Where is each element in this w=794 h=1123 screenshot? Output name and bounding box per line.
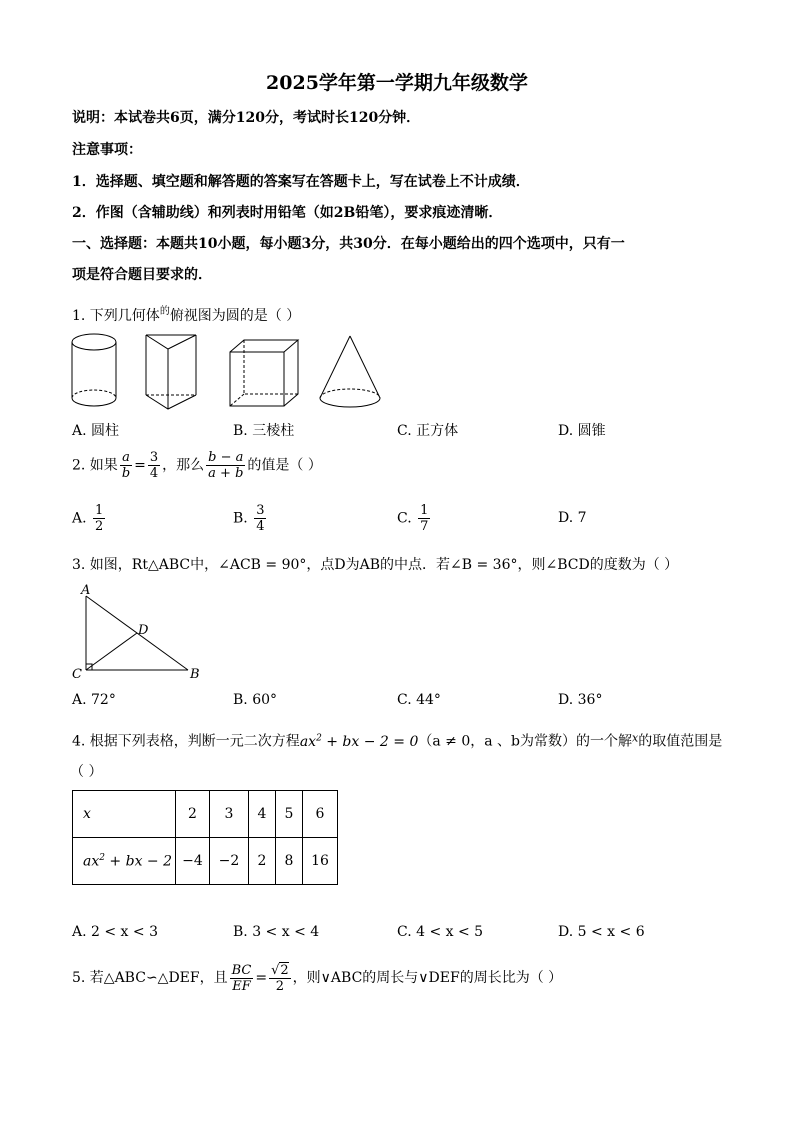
triangle-figure bbox=[70, 582, 210, 682]
q1-stem-small: 的 bbox=[159, 306, 170, 317]
question-5-stem bbox=[72, 960, 562, 996]
q1-stem-part: 1. 下列几何体 bbox=[72, 308, 160, 324]
table-cell: x bbox=[73, 791, 176, 838]
q3-option-b[interactable]: B. 60° bbox=[233, 692, 278, 708]
q5-fraction-bc-ef: $\frac{BC}{EF}$ bbox=[231, 962, 252, 994]
label-c: C bbox=[72, 667, 82, 682]
q5-stem-part: ，则∨ABC的周长与∨DEF的周长比为（ ） bbox=[292, 970, 563, 986]
table-cell: 6 bbox=[303, 791, 338, 838]
table-cell: 16 bbox=[303, 838, 338, 885]
table-row bbox=[73, 838, 338, 885]
table-cell: 3 bbox=[210, 791, 249, 838]
q5-fraction-sqrt: $\frac{√2}{2}$ bbox=[271, 963, 289, 994]
triangular-prism-figure bbox=[144, 333, 200, 411]
attention-heading: 注意事项： bbox=[72, 142, 142, 158]
q5-equals: = bbox=[255, 970, 268, 986]
cube-figure bbox=[228, 338, 300, 410]
q2-equals: = bbox=[134, 457, 146, 474]
q4-answer-paren: （ ） bbox=[70, 764, 103, 780]
question-2-stem bbox=[72, 450, 322, 481]
q4-stem-part: （a ≠ 0，a 、b为常数）的一个解 bbox=[418, 733, 633, 750]
question-4-stem bbox=[72, 728, 722, 752]
q4-stem-part: 的取值范围是 bbox=[638, 733, 723, 750]
q3-option-c[interactable]: C. 44° bbox=[397, 692, 441, 708]
label-d: D bbox=[138, 623, 149, 638]
q4-option-a[interactable]: A. 2 < x < 3 bbox=[72, 924, 158, 940]
attention-item-2: 2．作图（含辅助线）和列表时用铅笔（如2B铅笔），要求痕迹清晰． bbox=[72, 205, 503, 221]
q1-option-b[interactable]: B. 三棱柱 bbox=[233, 423, 295, 439]
q2-option-c[interactable]: C. $\frac{1}{7}$ bbox=[397, 503, 429, 534]
q4-option-d[interactable]: D. 5 < x < 6 bbox=[558, 924, 645, 940]
label-a: A bbox=[81, 583, 91, 598]
q2-option-a[interactable]: A. $\frac{1}{2}$ bbox=[72, 503, 104, 534]
table-cell: −2 bbox=[210, 838, 249, 885]
table-cell: 2 bbox=[176, 791, 210, 838]
q4-stem-part: 4. 根据下列表格，判断一元二次方程 bbox=[72, 733, 300, 750]
q4-variable: x bbox=[632, 731, 639, 745]
q3-option-d[interactable]: D. 36° bbox=[558, 692, 603, 708]
cylinder-figure bbox=[70, 332, 120, 412]
page-title: 2025学年第一学期九年级数学 bbox=[266, 72, 528, 94]
table-cell: 8 bbox=[276, 838, 303, 885]
section-heading-line-2: 项是符合题目要求的． bbox=[72, 267, 212, 283]
table-cell: −4 bbox=[176, 838, 210, 885]
q2-option-d[interactable]: D. 7 bbox=[558, 510, 587, 526]
explain-note: 说明：本试卷共6页，满分120分，考试时长120分钟． bbox=[72, 110, 421, 126]
q1-option-a[interactable]: A. 圆柱 bbox=[72, 423, 120, 439]
q2-fraction-3-4: $\frac{3}{4}$ bbox=[149, 450, 159, 481]
section-heading-line-1: 一、选择题：本题共10小题，每小题3分，共30分．在每小题给出的四个选项中，只有一 bbox=[72, 236, 625, 252]
q4-equation: $ax^2$ + bx − 2 = 0 bbox=[299, 733, 419, 750]
question-1-stem bbox=[72, 302, 300, 326]
q2-stem-part: 的值是（ ） bbox=[247, 457, 322, 474]
q5-stem-part: 5. 若△ABC∽△DEF，且 bbox=[72, 970, 228, 986]
q2-stem-part: ，那么 bbox=[162, 457, 205, 474]
table-cell: 2 bbox=[249, 838, 276, 885]
q2-option-b[interactable]: B. $\frac{3}{4}$ bbox=[233, 503, 265, 534]
cone-figure bbox=[318, 334, 382, 410]
q4-option-b[interactable]: B. 3 < x < 4 bbox=[233, 924, 320, 940]
q2-stem-part: 2. 如果 bbox=[72, 457, 118, 474]
q1-option-d[interactable]: D. 圆锥 bbox=[558, 423, 606, 439]
table-row bbox=[73, 791, 338, 838]
attention-item-1: 1．选择题、填空题和解答题的答案写在答题卡上，写在试卷上不计成绩． bbox=[72, 174, 530, 190]
q2-fraction-expression: $\frac{b - a}{a + b}$ bbox=[208, 450, 244, 481]
q1-stem-part: 俯视图为圆的是（ ） bbox=[169, 308, 301, 324]
table-cell: 5 bbox=[276, 791, 303, 838]
q3-option-a[interactable]: A. 72° bbox=[72, 692, 116, 708]
q4-option-c[interactable]: C. 4 < x < 5 bbox=[397, 924, 484, 940]
table-cell: $ax^2$ + bx − 2 bbox=[73, 838, 176, 885]
table-cell: 4 bbox=[249, 791, 276, 838]
q4-value-table bbox=[72, 790, 338, 885]
q2-fraction-a-b: $\frac{a}{b}$ bbox=[121, 450, 131, 481]
q1-option-c[interactable]: C. 正方体 bbox=[397, 423, 459, 439]
label-b: B bbox=[190, 667, 200, 682]
question-3-stem: 3. 如图，Rt△ABC中，∠ACB = 90°，点D为AB的中点．若∠B = 36°，则∠BCD的度数为（ ） bbox=[72, 557, 679, 573]
